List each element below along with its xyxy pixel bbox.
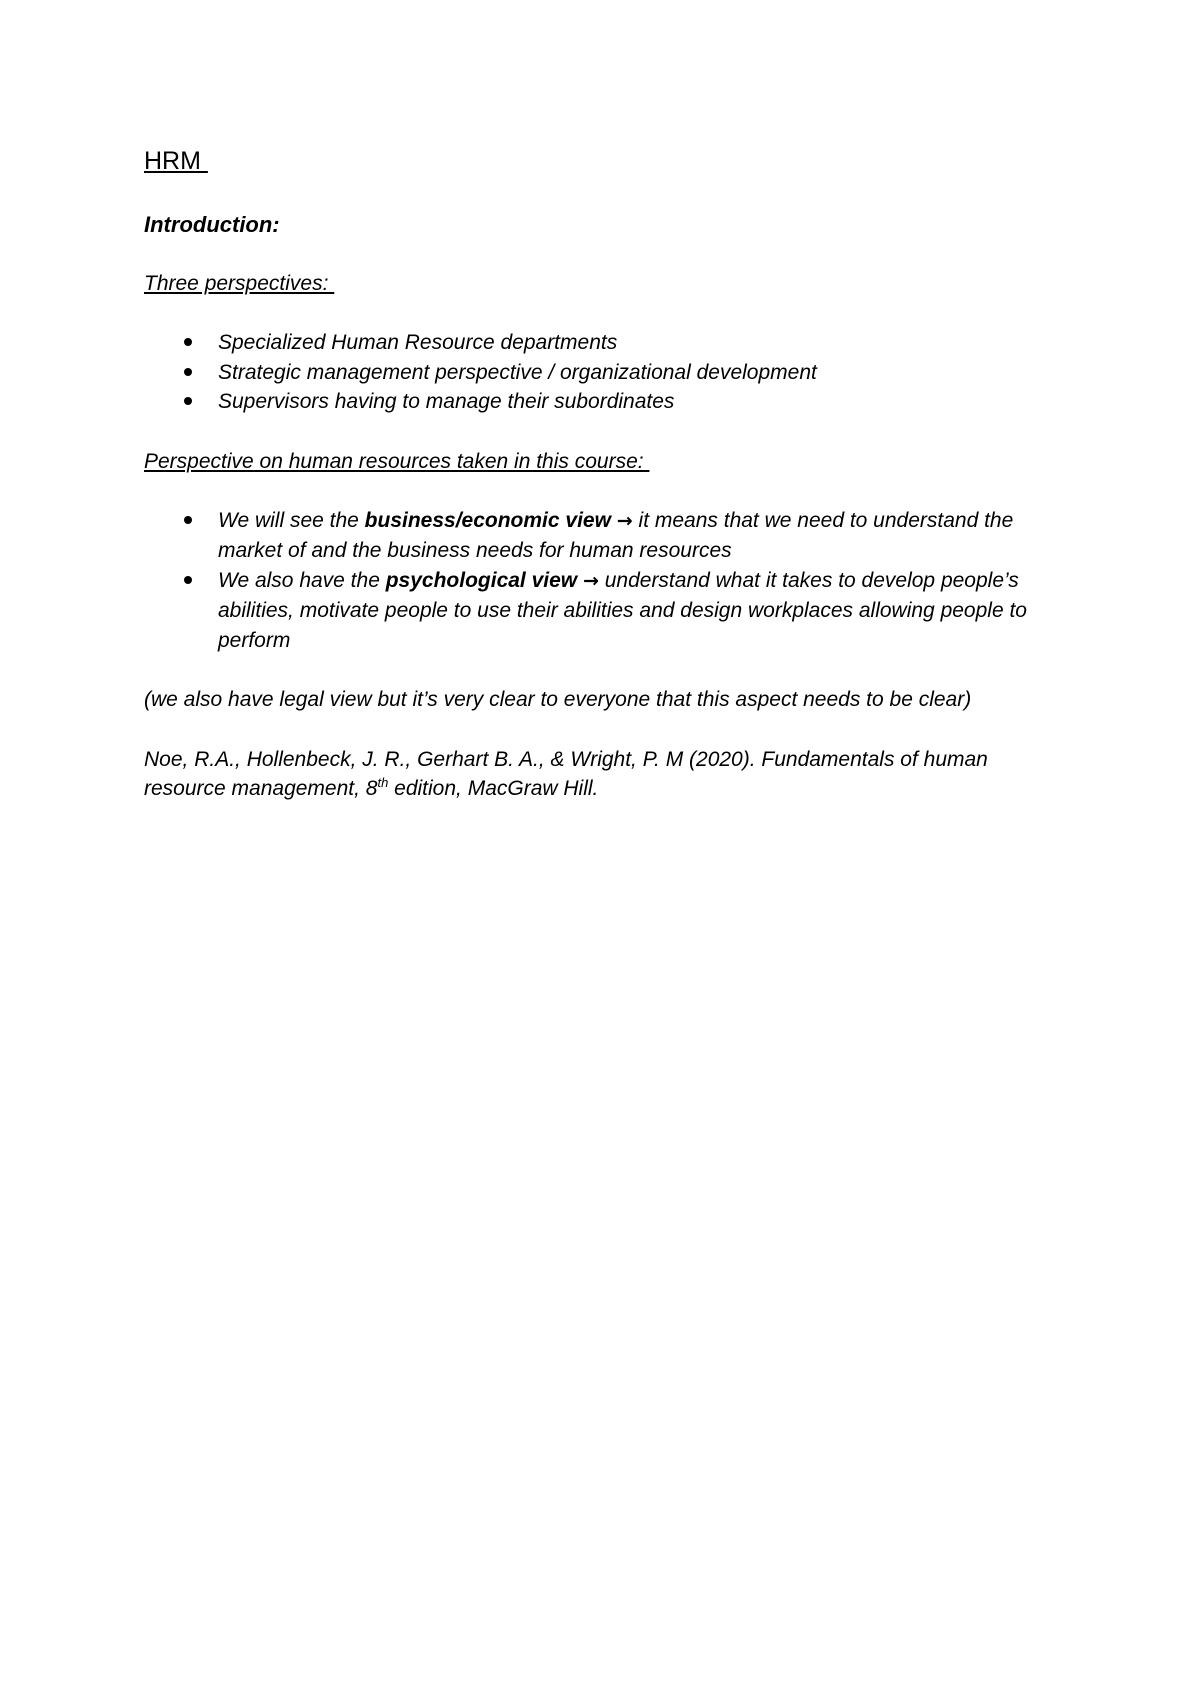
list-item	[144, 387, 1064, 417]
list-item-prefix: We also have the	[218, 568, 386, 592]
ordinal-superscript: th	[377, 775, 389, 790]
list-item-text: Supervisors having to manage their subordinates	[218, 390, 675, 413]
course-perspective-heading: Perspective on human resources taken in this course:	[144, 449, 650, 473]
list-item-text: Specialized Human Resource departments	[218, 331, 618, 354]
three-perspectives-list	[144, 328, 1064, 417]
list-item-text: Strategic management perspective / organizational development	[218, 360, 817, 384]
list-item	[144, 358, 1064, 388]
document-content	[144, 146, 1064, 834]
list-item-prefix: We will see the	[218, 508, 365, 532]
list-item	[144, 566, 1064, 656]
reference-text: Noe, R.A., Hollenbeck, J. R., Gerhart B. A., & Wright, P. M (2020). Fundamentals of human resource management, 8	[144, 747, 988, 800]
introduction-heading: Introduction:	[144, 212, 280, 237]
reference-text-end: edition, MacGraw Hill.	[388, 777, 599, 800]
list-item	[144, 328, 1064, 358]
list-item	[144, 506, 1064, 566]
list-item-suffix: it means that we need to understand the market of and the business needs for human resources	[218, 508, 1014, 562]
right-arrow-icon: →	[582, 569, 599, 592]
bullet-icon	[184, 397, 192, 405]
course-perspective-list	[144, 506, 1064, 656]
bullet-icon	[184, 516, 192, 524]
list-item-suffix: understand what it takes to develop people’s abilities, motivate people to use their abilities and design workplaces allowing people to perform	[218, 568, 1027, 652]
bullet-icon	[184, 368, 192, 376]
legal-note: (we also have legal view but it’s very clear to everyone that this aspect needs to be clear)	[144, 688, 972, 711]
bullet-icon	[184, 576, 192, 584]
business-economic-view-emphasis: business/economic view	[364, 508, 611, 532]
right-arrow-icon: →	[616, 509, 633, 532]
psychological-view-emphasis: psychological view	[385, 568, 578, 592]
three-perspectives-heading: Three perspectives:	[144, 272, 335, 295]
bullet-icon	[184, 338, 192, 346]
document-title: HRM	[144, 147, 208, 175]
reference-citation	[144, 745, 1064, 804]
